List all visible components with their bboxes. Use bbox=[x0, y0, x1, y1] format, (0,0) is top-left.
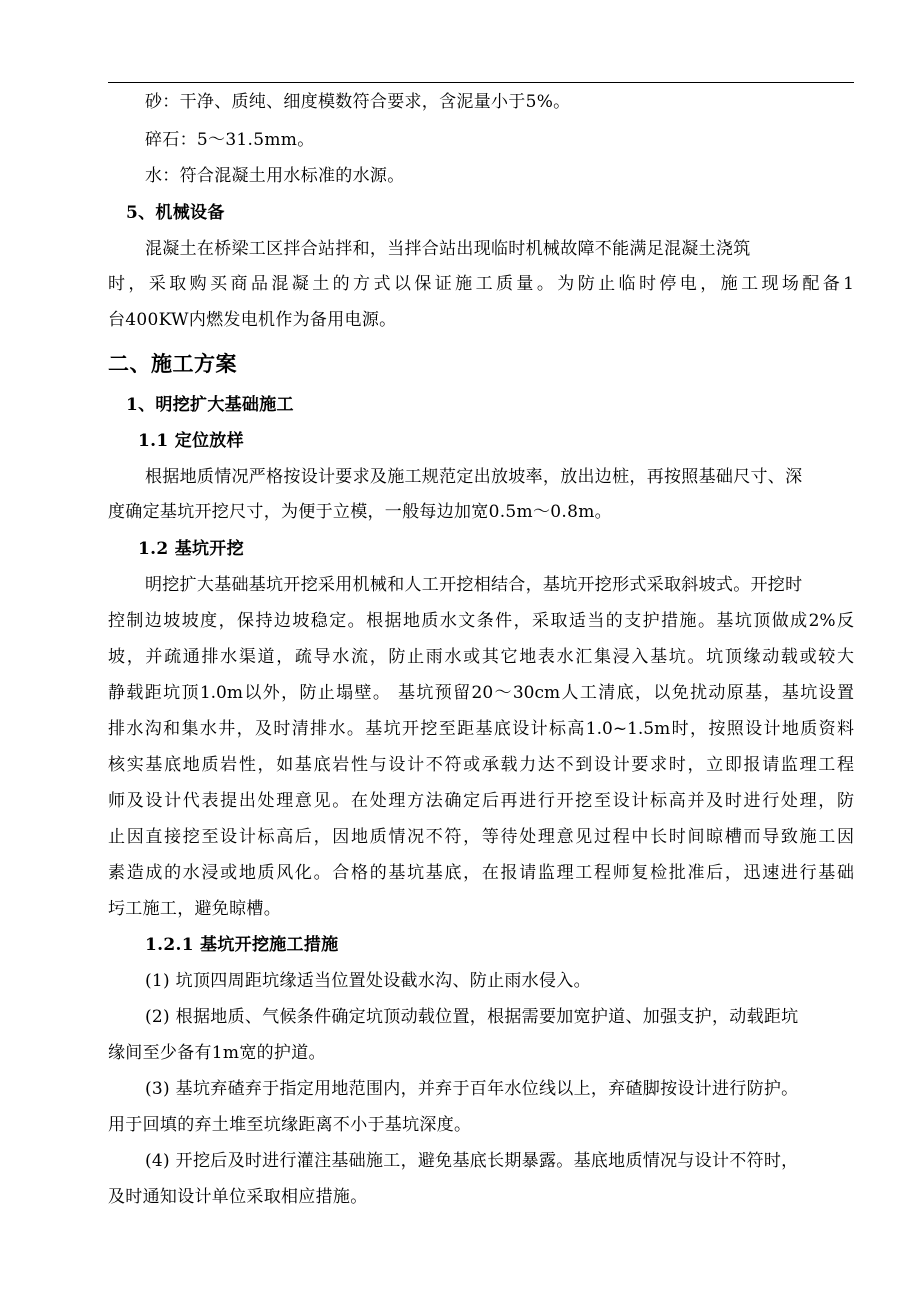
para-1-2-line: 师及设计代表提出处理意见。在处理方法确定后再进行开挖至设计标高并及时进行处理，防 bbox=[108, 791, 854, 811]
para-1-2-line: 明挖扩大基础基坑开挖采用机械和人工开挖相结合，基坑开挖形式采取斜坡式。开挖时 bbox=[145, 575, 803, 595]
para-1-1-line: 度确定基坑开挖尺寸，为便于立模，一般每边加宽0.5m～0.8m。 bbox=[108, 502, 612, 522]
material-water: 水：符合混凝土用水标准的水源。 bbox=[145, 166, 405, 186]
measure-2-line: (2) 根据地质、气候条件确定坑顶动载位置，根据需要加宽护道、加强支护，动载距坑 bbox=[145, 1007, 799, 1027]
para-1-2-line: 静载距坑顶1.0m以外，防止塌壁。 基坑预留20～30cm人工清底，以免扰动原基，基坑设置 bbox=[108, 683, 854, 703]
heading-1-2-1: 1.2.1 基坑开挖施工措施 bbox=[145, 935, 339, 955]
measure-3-line: 用于回填的弃土堆至坑缘距离不小于基坑深度。 bbox=[108, 1115, 472, 1135]
machinery-para-line: 混凝土在桥梁工区拌合站拌和，当拌合站出现临时机械故障不能满足混凝土浇筑 bbox=[145, 239, 751, 259]
heading-1-2: 1.2 基坑开挖 bbox=[138, 539, 244, 559]
heading-machinery: 5、机械设备 bbox=[126, 203, 225, 223]
measure-1: (1) 坑顶四周距坑缘适当位置处设截水沟、防止雨水侵入。 bbox=[145, 971, 591, 991]
measure-4-line: (4) 开挖后及时进行灌注基础施工，避免基底长期暴露。基底地质情况与设计不符时， bbox=[145, 1151, 799, 1171]
machinery-para-line: 时，采取购买商品混凝土的方式以保证施工质量。为防止临时停电，施工现场配备1 bbox=[108, 274, 854, 294]
measure-3-line: (3) 基坑弃碴弃于指定用地范围内，并弃于百年水位线以上，弃碴脚按设计进行防护。 bbox=[145, 1079, 799, 1099]
heading-1-1: 1.1 定位放样 bbox=[138, 431, 244, 451]
para-1-2-line: 圬工施工，避免晾槽。 bbox=[108, 899, 281, 919]
material-sand: 砂：干净、质纯、细度模数符合要求，含泥量小于5%。 bbox=[145, 92, 571, 112]
machinery-para-line: 台400KW内燃发电机作为备用电源。 bbox=[108, 310, 397, 330]
subsection-heading: 1、明挖扩大基础施工 bbox=[126, 395, 294, 415]
para-1-2-line: 止因直接挖至设计标高后，因地质情况不符，等待处理意见过程中长时间晾槽而导致施工因 bbox=[108, 827, 854, 847]
para-1-2-line: 排水沟和集水井，及时清排水。基坑开挖至距基底设计标高1.0~1.5m时，按照设计地质资料 bbox=[108, 719, 854, 739]
section-heading: 二、施工方案 bbox=[108, 351, 237, 376]
para-1-2-line: 控制边坡坡度，保持边坡稳定。根据地质水文条件，采取适当的支护措施。基坑顶做成2%反 bbox=[108, 611, 854, 631]
para-1-2-line: 核实基底地质岩性，如基底岩性与设计不符或承载力达不到设计要求时，立即报请监理工程 bbox=[108, 755, 854, 775]
measure-2-line: 缘间至少备有1m宽的护道。 bbox=[108, 1043, 326, 1063]
header-rule bbox=[108, 82, 854, 83]
measure-4-line: 及时通知设计单位采取相应措施。 bbox=[108, 1187, 368, 1207]
material-gravel: 碎石：5～31.5mm。 bbox=[145, 130, 315, 150]
para-1-2-line: 坡，并疏通排水渠道，疏导水流，防止雨水或其它地表水汇集浸入基坑。坑顶缘动载或较大 bbox=[108, 647, 854, 667]
para-1-2-line: 素造成的水浸或地质风化。合格的基坑基底，在报请监理工程师复检批准后，迅速进行基础 bbox=[108, 863, 854, 883]
para-1-1-line: 根据地质情况严格按设计要求及施工规范定出放坡率，放出边桩，再按照基础尺寸、深 bbox=[145, 467, 803, 487]
